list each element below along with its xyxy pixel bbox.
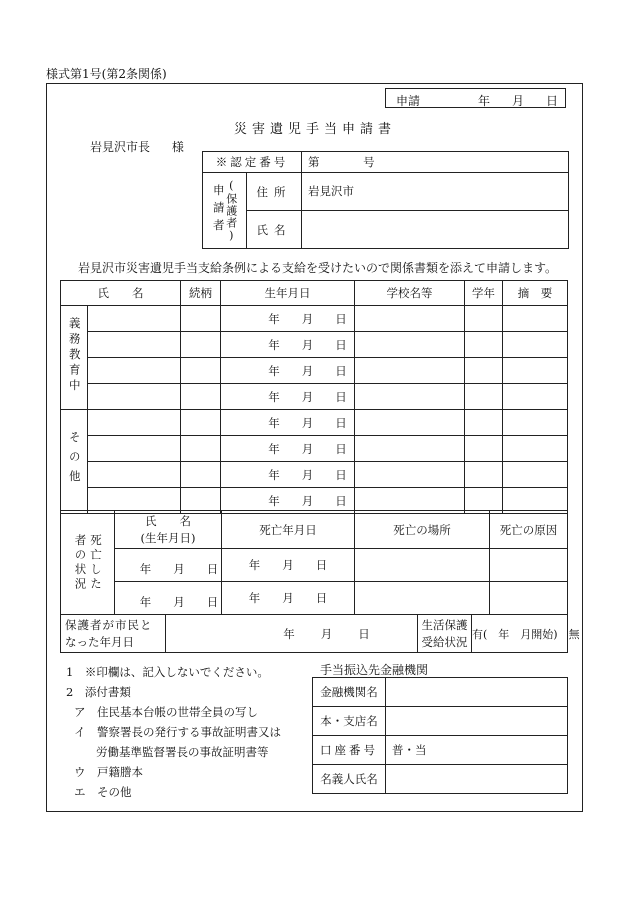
welfare-status-field[interactable]: 有( 年 月開始) 無 bbox=[472, 615, 568, 653]
child-relation-cell[interactable] bbox=[181, 384, 221, 410]
child-birth-cell[interactable]: 年 月 日 bbox=[221, 332, 355, 358]
child-remarks-cell[interactable] bbox=[503, 384, 568, 410]
death-cause-cell[interactable] bbox=[490, 549, 568, 582]
child-birth-cell[interactable]: 年 月 日 bbox=[221, 306, 355, 332]
applicant-name-field[interactable] bbox=[302, 211, 569, 249]
death-place-cell[interactable] bbox=[355, 582, 490, 615]
guardian-date-label: 保護者が市民と なった年月日 bbox=[61, 615, 166, 653]
deceased-name-cell[interactable]: 年 月 日 bbox=[115, 549, 222, 582]
child-grade-cell[interactable] bbox=[465, 410, 503, 436]
application-date-label: 申請 bbox=[396, 94, 421, 108]
applicant-table bbox=[202, 151, 569, 249]
child-grade-cell[interactable] bbox=[465, 462, 503, 488]
addressee-name: 岩見沢市長 bbox=[90, 140, 151, 154]
death-date-cell[interactable]: 年 月 日 bbox=[222, 582, 355, 615]
child-grade-cell[interactable] bbox=[465, 358, 503, 384]
child-grade-cell[interactable] bbox=[465, 332, 503, 358]
address-field[interactable]: 岩見沢市 bbox=[302, 173, 569, 211]
group-compulsory-label: 義務教育中 bbox=[61, 306, 88, 410]
applicant-label-cell bbox=[203, 173, 247, 249]
child-school-cell[interactable] bbox=[355, 332, 465, 358]
child-relation-cell[interactable] bbox=[181, 436, 221, 462]
death-name-header: 氏 名 (生年月日) bbox=[115, 511, 222, 549]
child-remarks-cell[interactable] bbox=[503, 462, 568, 488]
cert-prefix: 第 bbox=[308, 155, 320, 169]
cert-number-field[interactable] bbox=[302, 152, 569, 173]
guardian-label: (保護者) bbox=[224, 178, 238, 243]
year-label: 年 bbox=[478, 94, 491, 108]
group-other-label: その他 bbox=[61, 410, 88, 514]
child-birth-cell[interactable]: 年 月 日 bbox=[221, 384, 355, 410]
death-date-header: 死亡年月日 bbox=[222, 511, 355, 549]
note-i: イ 警察署長の発行する事故証明書又は bbox=[74, 725, 281, 739]
note-1: 1 ※印欄は、記入しないでください。 bbox=[66, 665, 269, 679]
death-table bbox=[60, 510, 568, 615]
header-name: 氏 名 bbox=[61, 281, 181, 306]
child-name-cell[interactable] bbox=[88, 306, 181, 332]
child-remarks-cell[interactable] bbox=[503, 358, 568, 384]
bank-name-field[interactable] bbox=[386, 678, 568, 707]
child-grade-cell[interactable] bbox=[465, 436, 503, 462]
applicant-label: 申請者 bbox=[211, 184, 226, 237]
child-name-cell[interactable] bbox=[88, 436, 181, 462]
child-birth-cell[interactable]: 年 月 日 bbox=[221, 436, 355, 462]
child-relation-cell[interactable] bbox=[181, 462, 221, 488]
notes bbox=[66, 662, 281, 802]
cert-number-label: ※認定番号 bbox=[203, 152, 302, 173]
name-label: 氏名 bbox=[247, 211, 302, 249]
address-label: 住所 bbox=[247, 173, 302, 211]
bank-table bbox=[312, 677, 568, 794]
header-birth: 生年月日 bbox=[221, 281, 355, 306]
note-a: ア 住民基本台帳の世帯全員の写し bbox=[74, 705, 258, 719]
death-date-cell[interactable]: 年 月 日 bbox=[222, 549, 355, 582]
child-name-cell[interactable] bbox=[88, 410, 181, 436]
month-label: 月 bbox=[512, 94, 525, 108]
death-place-cell[interactable] bbox=[355, 549, 490, 582]
child-remarks-cell[interactable] bbox=[503, 306, 568, 332]
bank-name-label: 金融機関名 bbox=[313, 678, 386, 707]
guardian-table bbox=[60, 614, 580, 653]
child-school-cell[interactable] bbox=[355, 306, 465, 332]
child-remarks-cell[interactable] bbox=[503, 332, 568, 358]
child-remarks-cell[interactable] bbox=[503, 410, 568, 436]
death-cause-header: 死亡の原因 bbox=[490, 511, 568, 549]
child-birth-cell[interactable]: 年 月 日 bbox=[221, 410, 355, 436]
page-title: 災害遺児手当申請書 bbox=[233, 122, 396, 137]
children-table bbox=[60, 280, 568, 514]
cert-suffix: 号 bbox=[363, 155, 375, 169]
header-remarks: 摘 要 bbox=[503, 281, 568, 306]
child-birth-cell[interactable]: 年 月 日 bbox=[221, 358, 355, 384]
addressee-honorific: 様 bbox=[171, 140, 184, 154]
child-name-cell[interactable] bbox=[88, 358, 181, 384]
child-remarks-cell[interactable] bbox=[503, 436, 568, 462]
account-holder-label: 名義人氏名 bbox=[313, 765, 386, 794]
statement: 岩見沢市災害遺児手当支給条例による支給を受けたいので関係書類を添えて申請します。 bbox=[78, 261, 558, 275]
application-date-box[interactable] bbox=[385, 88, 566, 108]
note-u: ウ 戸籍謄本 bbox=[74, 765, 143, 779]
header-school: 学校名等 bbox=[355, 281, 465, 306]
deceased-name-cell[interactable]: 年 月 日 bbox=[115, 582, 222, 615]
account-number-label: 口座番号 bbox=[313, 736, 386, 765]
death-place-header: 死亡の場所 bbox=[355, 511, 490, 549]
addressee bbox=[90, 138, 184, 155]
account-number-field[interactable]: 普・当 bbox=[386, 736, 568, 765]
child-birth-cell[interactable]: 年 月 日 bbox=[221, 488, 355, 514]
child-school-cell[interactable] bbox=[355, 462, 465, 488]
child-grade-cell[interactable] bbox=[465, 384, 503, 410]
child-school-cell[interactable] bbox=[355, 410, 465, 436]
death-side-label: 者の状況 死亡した bbox=[61, 511, 115, 615]
note-e: エ その他 bbox=[74, 785, 132, 799]
child-relation-cell[interactable] bbox=[181, 306, 221, 332]
welfare-label: 生活保護 受給状況 bbox=[418, 615, 472, 653]
account-holder-field[interactable] bbox=[386, 765, 568, 794]
child-school-cell[interactable] bbox=[355, 358, 465, 384]
branch-name-field[interactable] bbox=[386, 707, 568, 736]
child-school-cell[interactable] bbox=[355, 436, 465, 462]
note-2: 2 添付書類 bbox=[66, 685, 131, 699]
note-i-cont: 労働基準監督署長の事故証明書等 bbox=[96, 745, 269, 759]
death-cause-cell[interactable] bbox=[490, 582, 568, 615]
bank-title: 手当振込先金融機関 bbox=[320, 663, 429, 677]
child-name-cell[interactable] bbox=[88, 384, 181, 410]
child-name-cell[interactable] bbox=[88, 332, 181, 358]
guardian-date-field[interactable]: 年 月 日 bbox=[166, 615, 418, 653]
day-label: 日 bbox=[546, 94, 559, 108]
child-name-cell[interactable] bbox=[88, 462, 181, 488]
form-number: 様式第1号(第2条関係) bbox=[46, 67, 167, 81]
child-school-cell[interactable] bbox=[355, 384, 465, 410]
child-relation-cell[interactable] bbox=[181, 358, 221, 384]
header-relation: 続柄 bbox=[181, 281, 221, 306]
child-grade-cell[interactable] bbox=[465, 306, 503, 332]
header-grade: 学年 bbox=[465, 281, 503, 306]
branch-name-label: 本・支店名 bbox=[313, 707, 386, 736]
child-relation-cell[interactable] bbox=[181, 410, 221, 436]
child-birth-cell[interactable]: 年 月 日 bbox=[221, 462, 355, 488]
child-relation-cell[interactable] bbox=[181, 332, 221, 358]
